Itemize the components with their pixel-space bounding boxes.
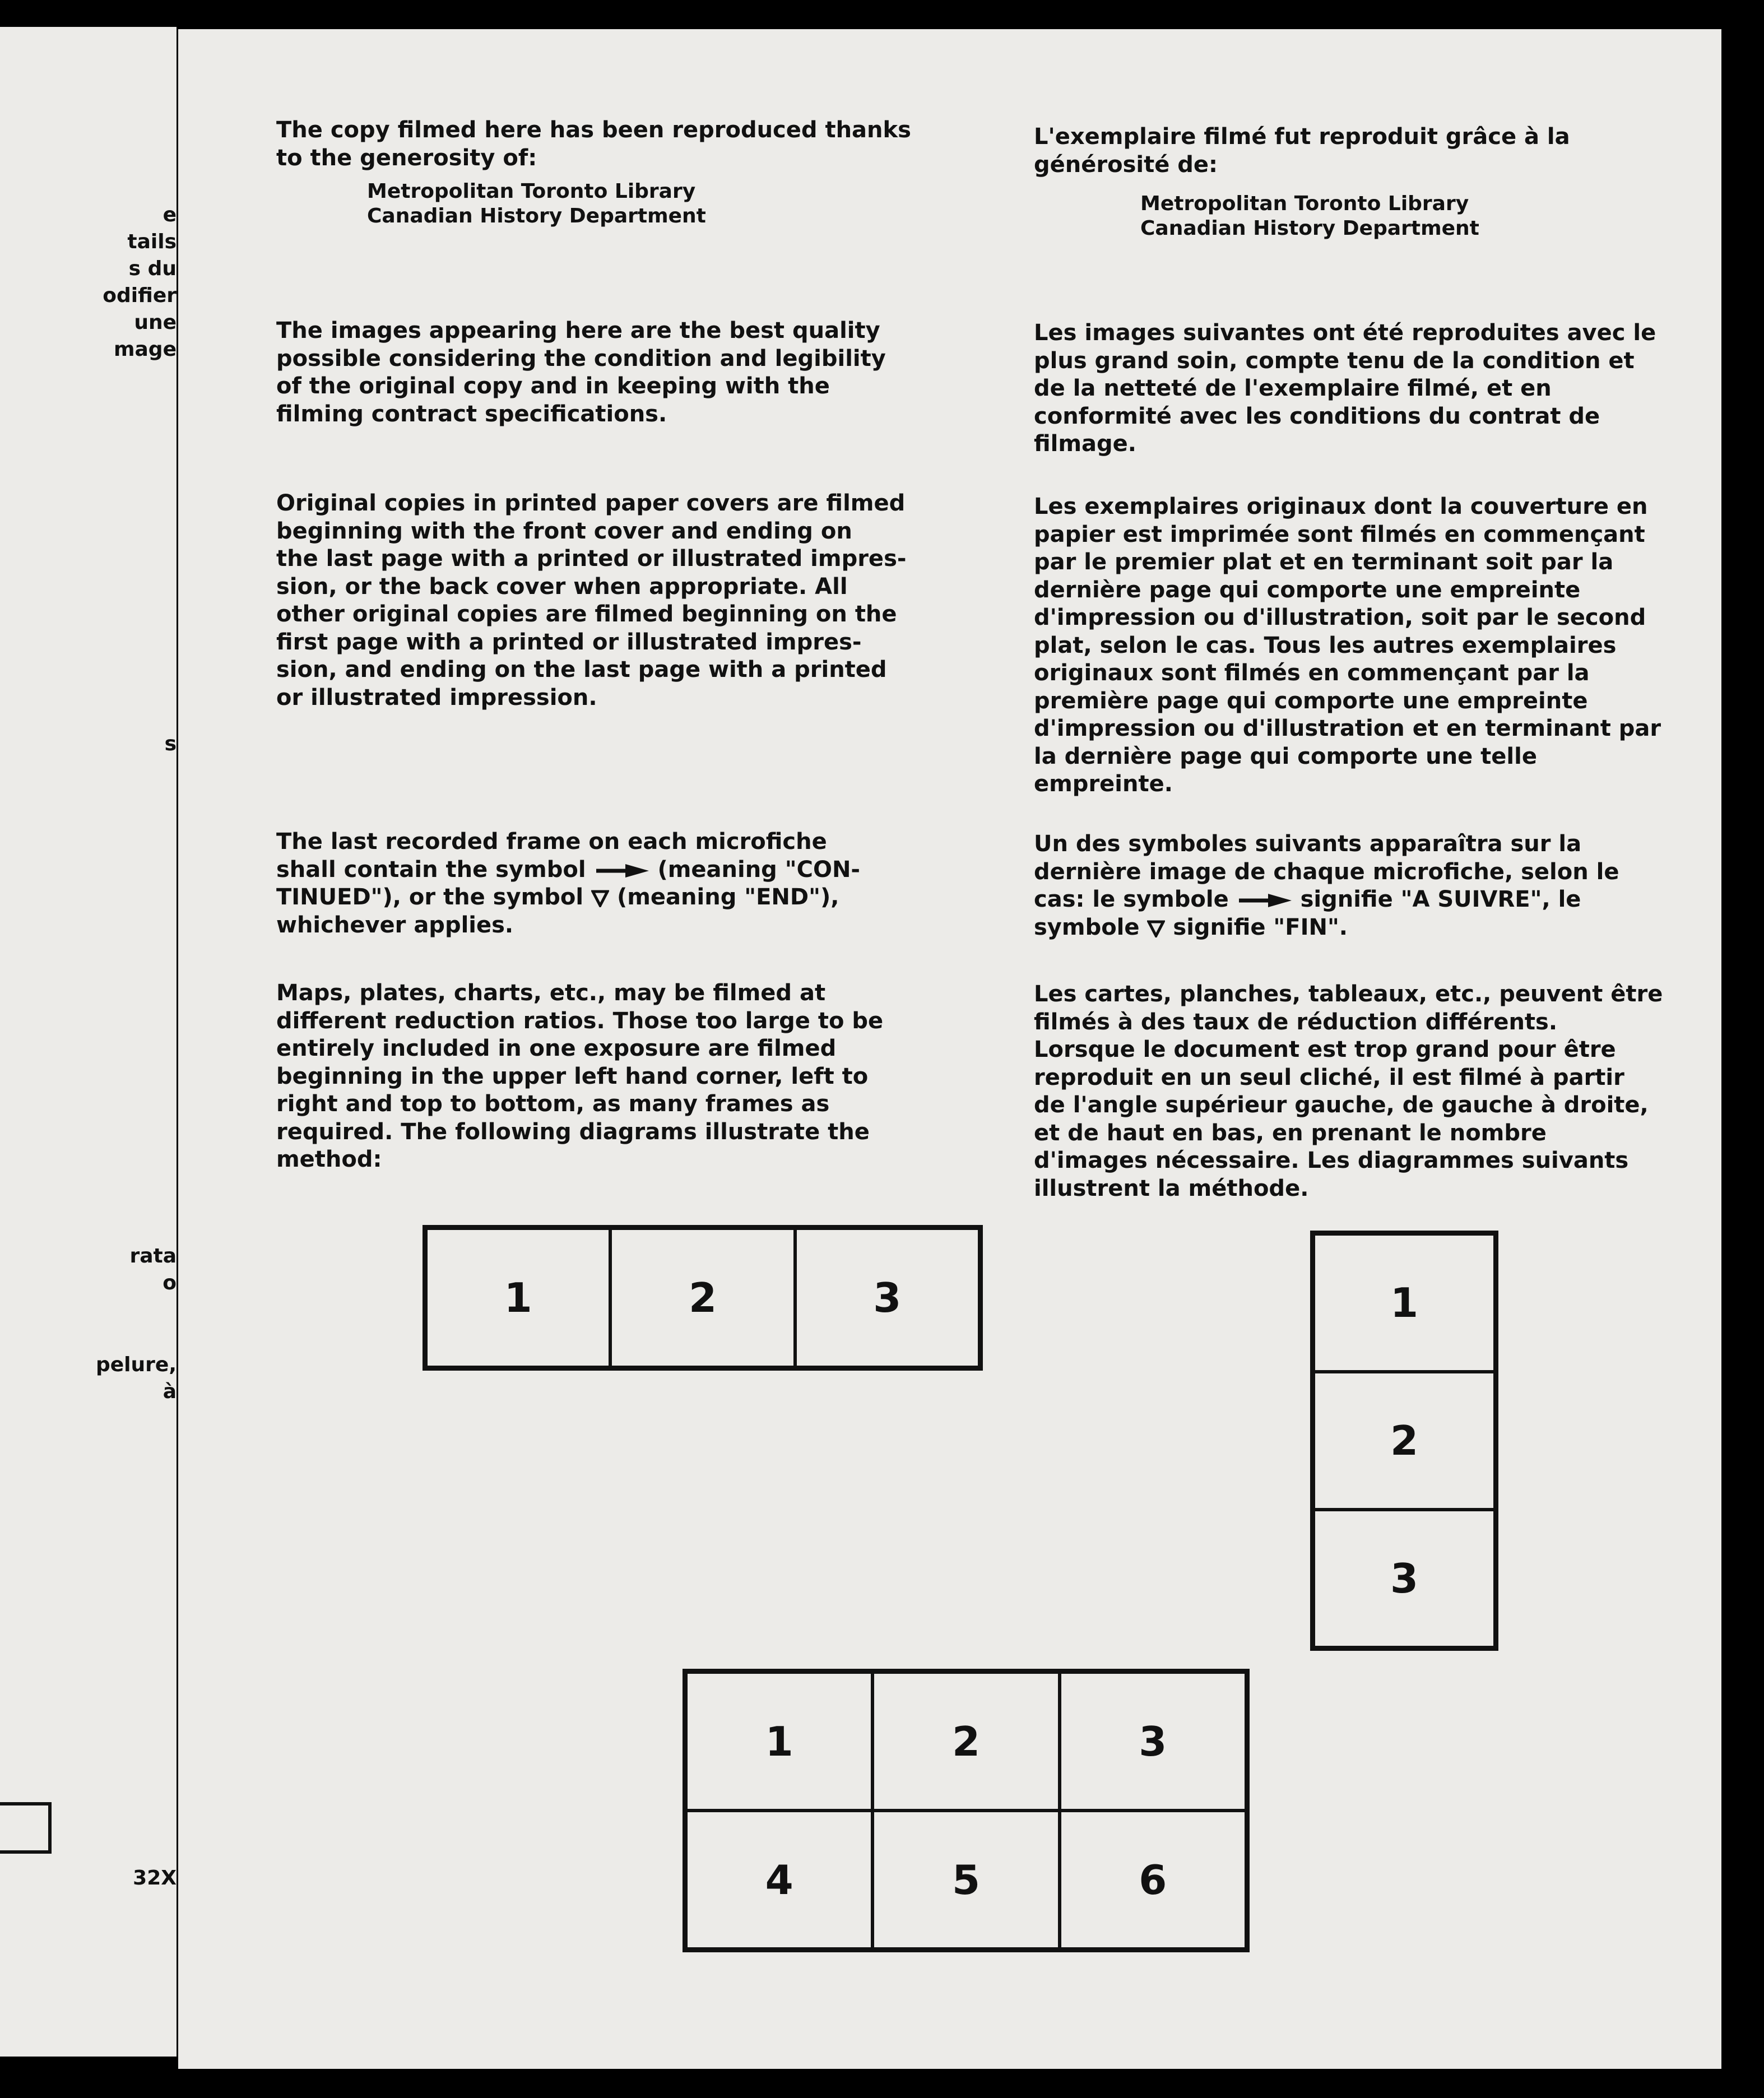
text-line: or illustrated impression.: [276, 684, 597, 711]
french-paragraph-4: [1034, 830, 1619, 941]
text-line: première page qui comporte une empreinte: [1034, 688, 1588, 714]
text-line: dernière image de chaque microfiche, selon le: [1034, 858, 1619, 885]
diagram-cell: 5: [872, 1811, 1059, 1949]
continued-arrow-icon: [1237, 892, 1293, 909]
prev-page-text: une: [134, 311, 177, 334]
text-span: shall contain the symbol: [276, 856, 586, 883]
text-line: d'images nécessaire. Les diagrammes suivants: [1034, 1148, 1629, 1173]
text-line: conformité avec les conditions du contrat de: [1034, 403, 1600, 429]
text-line: the last page with a printed or illustrated impres-: [276, 546, 907, 572]
text-line: beginning with the front cover and ending on: [276, 518, 852, 544]
english-paragraph-2: [276, 317, 886, 428]
text-line: The last recorded frame on each microfiche: [276, 829, 827, 855]
text-line: [1034, 886, 1619, 914]
credit-line: Canadian History Department: [367, 205, 706, 228]
text-line: plus grand soin, compte tenu de la condition et: [1034, 347, 1635, 374]
text-line: beginning in the upper left hand corner, left to: [276, 1063, 869, 1089]
prev-page-text: mage: [114, 338, 177, 361]
prev-page-text: rata: [129, 1245, 177, 1268]
credit-line: Metropolitan Toronto Library: [367, 180, 696, 203]
text-line: sion, and ending on the last page with a printed: [276, 657, 887, 683]
text-span: signifie "FIN".: [1173, 914, 1348, 940]
text-line: entirely included in one exposure are filmed: [276, 1036, 837, 1061]
text-line: L'exemplaire filmé fut reproduit grâce à la: [1034, 124, 1570, 150]
text-line: required. The following diagrams illustrate the: [276, 1118, 870, 1145]
text-line: filming contract specifications.: [276, 401, 667, 427]
end-triangle-icon: [1147, 920, 1165, 937]
text-line: Les cartes, planches, tableaux, etc., peuvent être: [1034, 981, 1663, 1007]
text-line: filmage.: [1034, 431, 1136, 457]
text-line: Les images suivantes ont été reproduites avec le: [1034, 320, 1656, 346]
prev-page-text: s: [164, 732, 177, 755]
vertical-frame-diagram: [1310, 1231, 1498, 1651]
text-line: d'impression ou d'illustration et en terminant par: [1034, 716, 1661, 741]
french-paragraph-2: [1034, 319, 1656, 458]
diagram-cell: 1: [686, 1672, 872, 1811]
end-triangle-icon: [591, 889, 609, 907]
prev-page-text: 32X: [133, 1867, 177, 1890]
text-line: Un des symboles suivants apparaîtra sur la: [1034, 831, 1582, 857]
text-line: de la netteté de l'exemplaire filmé, et en: [1034, 375, 1552, 401]
text-line: to the generosity of:: [276, 145, 537, 171]
text-line: [276, 856, 860, 884]
continued-arrow-icon: [594, 862, 650, 879]
text-span: signifie "A SUIVRE", le: [1300, 886, 1581, 912]
english-paragraph-3: [276, 490, 906, 712]
text-line: reproduit en un seul cliché, il est filmé à partir: [1034, 1064, 1624, 1090]
prev-page-text: odifier: [103, 284, 177, 307]
english-paragraph-1: [276, 117, 911, 172]
text-line: plat, selon le cas. Tous les autres exemplaires: [1034, 632, 1617, 658]
text-line: The copy filmed here has been reproduced thanks: [276, 117, 911, 143]
text-line: filmés à des taux de réduction différents.: [1034, 1009, 1558, 1035]
text-line: Les exemplaires originaux dont la couverture en: [1034, 494, 1648, 519]
prev-page-text: o: [163, 1271, 177, 1294]
text-line: of the original copy and in keeping with the: [276, 373, 830, 399]
text-line: [276, 884, 860, 912]
document-page: [178, 29, 1721, 2069]
prev-page-text: s du: [128, 257, 177, 280]
diagram-cell: 1: [426, 1228, 610, 1367]
text-line: papier est imprimée sont filmés en commençant: [1034, 521, 1645, 547]
text-span: cas: le symbole: [1034, 886, 1229, 912]
prev-page-text: tails: [127, 230, 177, 253]
text-line: dernière page qui comporte une empreinte: [1034, 577, 1581, 603]
text-line: The images appearing here are the best quality: [276, 318, 880, 344]
text-line: par le premier plat et en terminant soit par la: [1034, 549, 1614, 575]
text-line: sion, or the back cover when appropriate. All: [276, 573, 848, 600]
diagram-cell: 2: [610, 1228, 795, 1367]
diagram-cell: 2: [1313, 1372, 1495, 1510]
text-line: Original copies in printed paper covers are filmed: [276, 490, 906, 516]
text-line: la dernière page qui comporte une telle: [1034, 743, 1537, 769]
french-credit: [1140, 192, 1479, 241]
text-line: empreinte.: [1034, 771, 1173, 797]
prev-page-box: [0, 1802, 52, 1854]
text-line: d'impression ou d'illustration, soit par le second: [1034, 605, 1646, 630]
diagram-cell: 4: [686, 1811, 872, 1949]
text-line: other original copies are filmed beginning on the: [276, 601, 897, 627]
diagram-cell: 3: [1313, 1510, 1495, 1647]
text-span: (meaning "CON-: [657, 856, 861, 883]
french-paragraph-1: [1034, 123, 1570, 179]
text-line: de l'angle supérieur gauche, de gauche à droite,: [1034, 1092, 1649, 1118]
text-line: illustrent la méthode.: [1034, 1175, 1309, 1201]
english-paragraph-5: [276, 980, 883, 1174]
text-line: Lorsque le document est trop grand pour être: [1034, 1037, 1616, 1062]
diagram-cell: 1: [1313, 1234, 1495, 1372]
diagram-cell: 2: [872, 1672, 1059, 1811]
text-line: whichever applies.: [276, 912, 514, 938]
credit-line: Metropolitan Toronto Library: [1140, 192, 1469, 215]
diagram-cell: 6: [1060, 1811, 1246, 1949]
diagram-cell: 3: [1060, 1672, 1246, 1811]
text-line: [1034, 914, 1619, 942]
text-line: générosité de:: [1034, 151, 1218, 178]
text-line: et de haut en bas, en prenant le nombre: [1034, 1120, 1547, 1146]
text-span: (meaning "END"),: [616, 884, 839, 910]
text-line: first page with a printed or illustrated impres-: [276, 629, 862, 655]
text-line: Maps, plates, charts, etc., may be filmed at: [276, 980, 826, 1006]
text-line: method:: [276, 1147, 382, 1172]
previous-page-strip: [0, 27, 177, 2057]
horizontal-frame-diagram: [423, 1225, 983, 1371]
grid-frame-diagram: [683, 1669, 1250, 1952]
text-span: TINUED"), or the symbol: [276, 884, 584, 910]
diagram-cell: 3: [795, 1228, 980, 1367]
prev-page-text: à: [163, 1380, 177, 1403]
prev-page-text: e: [163, 203, 177, 226]
text-line: different reduction ratios. Those too large to be: [276, 1008, 884, 1034]
text-span: symbole: [1034, 914, 1140, 940]
french-paragraph-5: [1034, 981, 1663, 1203]
text-line: right and top to bottom, as many frames as: [276, 1091, 830, 1117]
text-line: possible considering the condition and legibility: [276, 345, 886, 372]
english-credit: [367, 179, 706, 229]
prev-page-text: pelure,: [96, 1353, 177, 1376]
english-paragraph-4: [276, 828, 860, 939]
text-line: originaux sont filmés en commençant par la: [1034, 660, 1590, 686]
french-paragraph-3: [1034, 493, 1661, 799]
credit-line: Canadian History Department: [1140, 217, 1479, 240]
